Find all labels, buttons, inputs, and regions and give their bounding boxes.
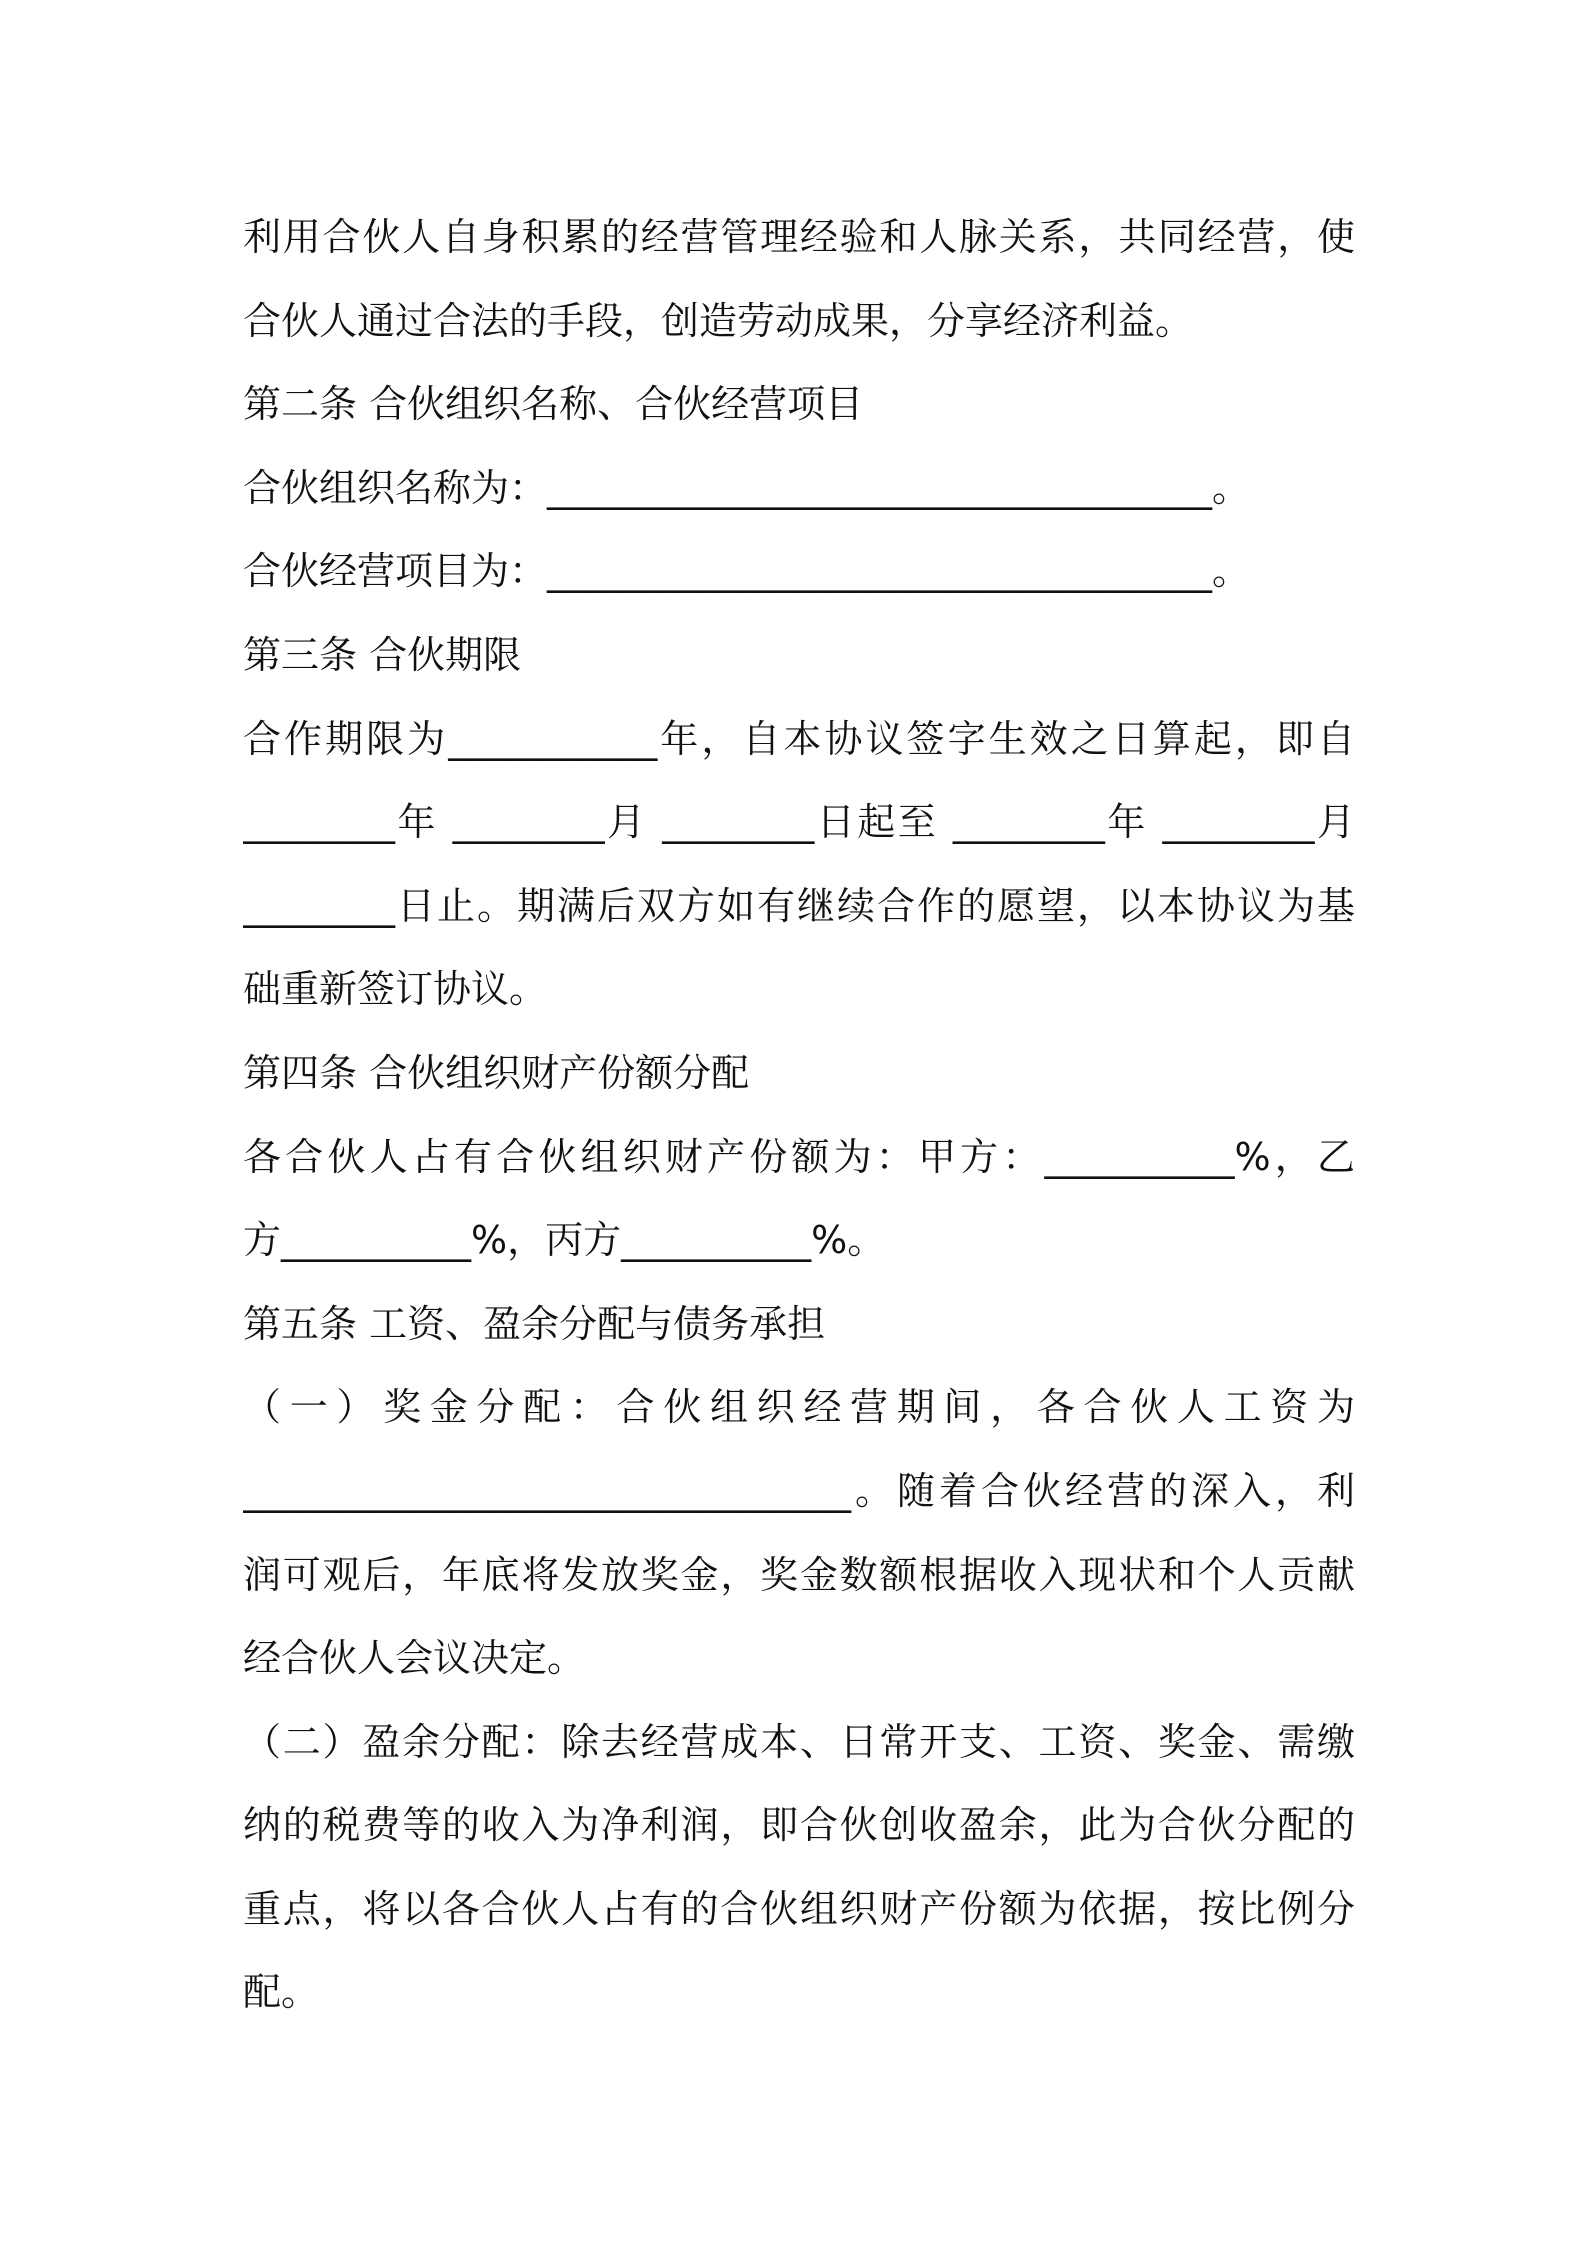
- text-line: 第三条 合伙期限: [243, 632, 522, 677]
- text-line: 经合伙人会议决定。: [243, 1636, 586, 1681]
- text-line: 润可观后，年底将发放奖金，奖金数额根据收入现状和个人贡献: [243, 1552, 1355, 1597]
- document-body: [243, 196, 1355, 2035]
- text-line: 第五条 工资、盈余分配与债务承担: [243, 1301, 826, 1346]
- text-line: 第四条 合伙组织财产份额分配: [243, 1050, 750, 1095]
- text-line: （二）盈余分配：除去经营成本、日常开支、工资、奖金、需缴: [243, 1719, 1355, 1764]
- text-line: 第二条 合伙组织名称、合伙经营项目: [243, 382, 864, 427]
- text-line: ________年 ________月 ________日起至 ________年 ________月: [243, 800, 1355, 845]
- text-line: 重点，将以各合伙人占有的合伙组织财产份额为依据，按比例分: [243, 1886, 1355, 1931]
- text-line: 配。: [243, 1970, 320, 2015]
- text-line: 础重新签订协议。: [243, 967, 548, 1012]
- text-line: 方__________%，丙方__________%。: [243, 1218, 886, 1263]
- text-line: （一）奖金分配：合伙组织经营期间，各合伙人工资为: [243, 1385, 1355, 1430]
- text-line: ________日止。期满后双方如有继续合作的愿望，以本协议为基: [243, 883, 1355, 928]
- text-line: 合伙人通过合法的手段，创造劳动成果，分享经济利益。: [243, 298, 1194, 343]
- text-line: 合作期限为___________年，自本协议签字生效之日算起，即自: [243, 716, 1355, 761]
- text-line: 纳的税费等的收入为净利润，即合伙创收盈余，此为合伙分配的: [243, 1803, 1355, 1848]
- text-line: ________________________________。随着合伙经营的深入，利: [243, 1468, 1355, 1513]
- text-line: 合伙组织名称为：___________________________________。: [243, 465, 1251, 510]
- text-line: 各合伙人占有合伙组织财产份额为：甲方：__________%，乙: [243, 1134, 1355, 1179]
- text-line: 合伙经营项目为：___________________________________。: [243, 549, 1251, 594]
- text-line: 利用合伙人自身积累的经营管理经验和人脉关系，共同经营，使: [243, 215, 1355, 259]
